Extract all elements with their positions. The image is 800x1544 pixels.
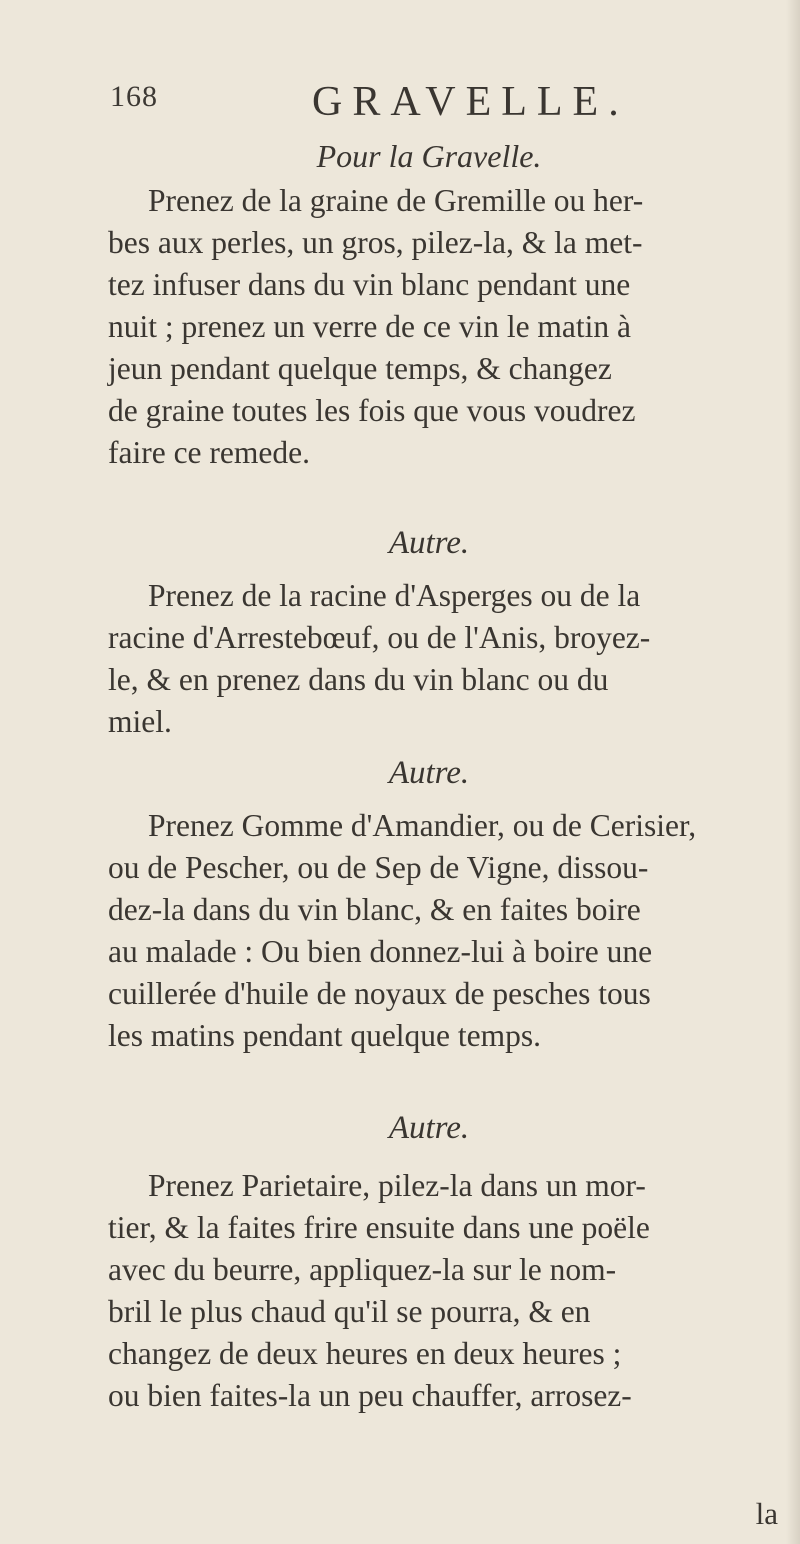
section-heading-autre: Autre. — [388, 1110, 470, 1146]
text-line: miel. — [108, 704, 172, 739]
text-line: Prenez de la racine d'Asperges ou de la — [148, 578, 641, 613]
text-line: dez-la dans du vin blanc, & en faites boire — [108, 892, 641, 927]
text-line: nuit ; prenez un verre de ce vin le matin à — [108, 309, 632, 344]
paragraph-gremille — [108, 180, 798, 474]
text-line: de graine toutes les fois que vous voudrez — [108, 393, 636, 428]
page-number: 168 — [110, 80, 158, 113]
paragraph-parietaire — [108, 1165, 798, 1417]
text-line: Prenez Parietaire, pilez-la dans un mor- — [148, 1168, 646, 1203]
text-line: bes aux perles, un gros, pilez-la, & la met- — [108, 225, 643, 260]
text-line: changez de deux heures en deux heures ; — [108, 1336, 622, 1371]
catchword: la — [755, 1496, 778, 1531]
page-header — [110, 78, 750, 128]
text-line: jeun pendant quelque temps, & changez — [108, 351, 612, 386]
text-line: tier, & la faites frire ensuite dans une poële — [108, 1210, 650, 1245]
text-line: ou de Pescher, ou de Sep de Vigne, dissou- — [108, 850, 649, 885]
text-line: avec du beurre, appliquez-la sur le nom- — [108, 1252, 617, 1287]
text-line: ou bien faites-la un peu chauffer, arrosez- — [108, 1378, 632, 1413]
text-line: faire ce remede. — [108, 435, 310, 470]
text-line: cuillerée d'huile de noyaux de pesches tous — [108, 976, 651, 1011]
paragraph-asperges — [108, 575, 798, 743]
paragraph-gomme — [108, 805, 798, 1057]
section-heading-autre: Autre. — [388, 525, 470, 561]
text-line: le, & en prenez dans du vin blanc ou du — [108, 662, 609, 697]
text-line: bril le plus chaud qu'il se pourra, & en — [108, 1294, 591, 1329]
text-line: tez infuser dans du vin blanc pendant une — [108, 267, 631, 302]
text-line: au malade : Ou bien donnez-lui à boire une — [108, 934, 653, 969]
text-line: racine d'Arrestebœuf, ou de l'Anis, broyez- — [108, 620, 651, 655]
section-heading-autre: Autre. — [388, 755, 470, 791]
section-title: Pour la Gravelle. — [316, 138, 542, 174]
text-line: Prenez Gomme d'Amandier, ou de Cerisier, — [148, 808, 697, 843]
text-line: les matins pendant quelque temps. — [108, 1018, 542, 1053]
running-head: GRAVELLE. — [312, 79, 629, 125]
text-line: Prenez de la graine de Gremille ou her- — [148, 183, 644, 218]
